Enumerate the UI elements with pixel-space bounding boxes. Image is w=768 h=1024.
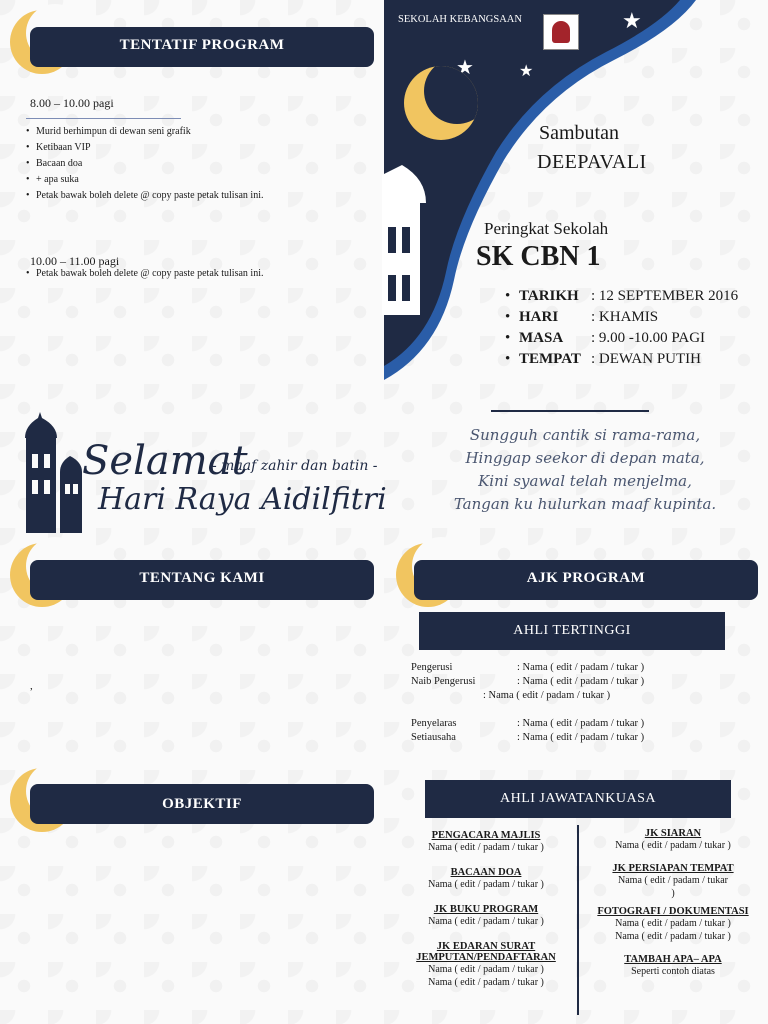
- poem: [440, 424, 730, 516]
- slot2-time: 10.00 – 11.00 pagi: [30, 254, 120, 268]
- jawatankuasa-right: [590, 828, 756, 978]
- role-label: Pengerusi: [411, 662, 453, 673]
- cover-level: Peringkat Sekolah: [484, 219, 609, 238]
- ahli-tertinggi-list: [411, 662, 761, 746]
- greeting-hari-raya: Hari Raya Aidilfitri: [98, 482, 387, 517]
- committee-title: JK PERSIAPAN TEMPAT: [612, 863, 734, 874]
- role-value: : Nama ( edit / padam / tukar ): [517, 676, 645, 687]
- committee-title: FOTOGRAFI / DOKUMENTASI: [597, 906, 749, 917]
- detail-label: TEMPAT: [519, 351, 581, 367]
- role-value: : Nama ( edit / padam / tukar ): [517, 732, 645, 743]
- committee-section: [404, 904, 568, 928]
- detail-value: : KHAMIS: [591, 309, 659, 325]
- committee-section: [404, 867, 568, 891]
- jawatankuasa-left: [404, 830, 568, 989]
- crescent-moon-icon: [404, 66, 478, 140]
- committee-member: Nama ( edit / padam / tukar ): [428, 842, 544, 853]
- role-value: : Nama ( edit / padam / tukar ): [483, 690, 611, 701]
- poem-line: Kini syawal telah menjelma,: [478, 472, 692, 490]
- slot1-time: 8.00 – 10.00 pagi: [30, 96, 114, 110]
- role-label: Penyelaras: [411, 718, 457, 729]
- school-name-top: SEKOLAH KEBANGSAAN: [398, 14, 522, 25]
- poem-line: Hinggap seekor di depan mata,: [465, 449, 705, 467]
- ahli-tertinggi-title: AHLI TERTINGGI: [419, 612, 725, 650]
- detail-value: : 12 SEPTEMBER 2016: [591, 288, 739, 304]
- committee-member: Nama ( edit / padam / tukar ): [615, 918, 731, 929]
- committee-member: Seperti contoh diatas: [631, 966, 715, 977]
- detail-bullet: •: [505, 288, 511, 304]
- detail-value: : 9.00 -10.00 PAGI: [591, 330, 706, 346]
- star-icon: ★: [519, 63, 534, 80]
- banner-title: OBJEKTIF: [162, 796, 242, 812]
- committee-section: [590, 954, 756, 978]
- banner-title: TENTANG KAMI: [139, 570, 265, 586]
- role-value: : Nama ( edit / padam / tukar ): [517, 718, 645, 729]
- list-item: • + apa suka: [26, 172, 366, 188]
- role-value: : Nama ( edit / padam / tukar ): [517, 662, 645, 673]
- committee-title: JK SIARAN: [644, 828, 702, 839]
- committee-section: [590, 828, 756, 852]
- greeting-subline: - maaf zahir dan batin -: [212, 458, 378, 474]
- school-logo: [543, 14, 579, 50]
- committee-title: BACAAN DOA: [450, 867, 522, 878]
- cover-school-name: SK CBN 1: [476, 241, 601, 272]
- list-item: • Ketibaan VIP: [26, 140, 366, 156]
- greeting-selamat: Selamat: [82, 438, 248, 484]
- role-label: Setiausaha: [411, 732, 456, 743]
- committee-section: [590, 906, 756, 943]
- cover-title-2: DEEPAVALI: [537, 151, 647, 173]
- detail-bullet: •: [505, 309, 511, 325]
- banner-title: AJK PROGRAM: [526, 570, 646, 586]
- tertinggi-row: [411, 690, 761, 704]
- tertinggi-row: [411, 732, 761, 746]
- list-item: • Murid berhimpun di dewan seni grafik: [26, 124, 366, 140]
- committee-section: [404, 830, 568, 854]
- committee-title: JK EDARAN SURAT JEMPUTAN/PENDAFTARAN: [416, 941, 556, 963]
- detail-label: HARI: [519, 309, 559, 325]
- committee-member: Nama ( edit / padam / tukar ): [615, 840, 731, 851]
- tentang-kami-body: ,: [30, 680, 33, 692]
- slot1-list: [26, 124, 366, 204]
- banner-tentatif: [30, 27, 374, 67]
- slot2-list: [26, 266, 366, 282]
- poem-line: Sungguh cantik si rama-rama,: [469, 426, 701, 444]
- banner-objektif: [30, 784, 374, 824]
- committee-title: JK BUKU PROGRAM: [433, 904, 539, 915]
- committee-title: PENGACARA MAJLIS: [431, 830, 541, 841]
- list-item: • Bacaan doa: [26, 156, 366, 172]
- role-label: Naib Pengerusi: [411, 676, 476, 687]
- mosque-dome-icon: [382, 165, 428, 315]
- ahli-jawatankuasa-title: AHLI JAWATANKUASA: [425, 780, 731, 818]
- divider: [491, 410, 649, 412]
- committee-section: [590, 863, 756, 900]
- banner-tentang-kami: [30, 560, 374, 600]
- committee-member: Nama ( edit / padam / tukar: [618, 875, 728, 886]
- detail-label: TARIKH: [519, 288, 579, 304]
- tertinggi-row: [411, 662, 761, 676]
- committee-member: ): [671, 888, 675, 899]
- committee-title: TAMBAH APA– APA: [624, 954, 722, 965]
- divider: [26, 118, 181, 119]
- detail-bullet: •: [505, 351, 511, 367]
- detail-label: MASA: [519, 330, 564, 346]
- star-icon: ★: [622, 8, 642, 33]
- tertinggi-row: [411, 718, 761, 732]
- detail-value: : DEWAN PUTIH: [591, 351, 701, 367]
- tertinggi-row: [411, 676, 761, 690]
- committee-member: Nama ( edit / padam / tukar ): [428, 977, 544, 988]
- cover-title-1: Sambutan: [539, 122, 619, 144]
- committee-member: Nama ( edit / padam / tukar ): [428, 964, 544, 975]
- banner-ajk: [414, 560, 758, 600]
- cover-navy-shape: [384, 0, 768, 385]
- committee-member: Nama ( edit / padam / tukar ): [428, 879, 544, 890]
- banner-title: TENTATIF PROGRAM: [119, 37, 285, 53]
- poem-line: Tangan ku hulurkan maaf kupinta.: [453, 495, 717, 513]
- committee-section: [404, 941, 568, 989]
- column-divider: [577, 825, 579, 1015]
- list-item: • Petak bawak boleh delete @ copy paste petak tulisan ini.: [26, 188, 366, 204]
- detail-bullet: •: [505, 330, 511, 346]
- list-item: • Petak bawak boleh delete @ copy paste petak tulisan ini.: [26, 266, 366, 282]
- committee-member: Nama ( edit / padam / tukar ): [615, 931, 731, 942]
- committee-member: Nama ( edit / padam / tukar ): [428, 916, 544, 927]
